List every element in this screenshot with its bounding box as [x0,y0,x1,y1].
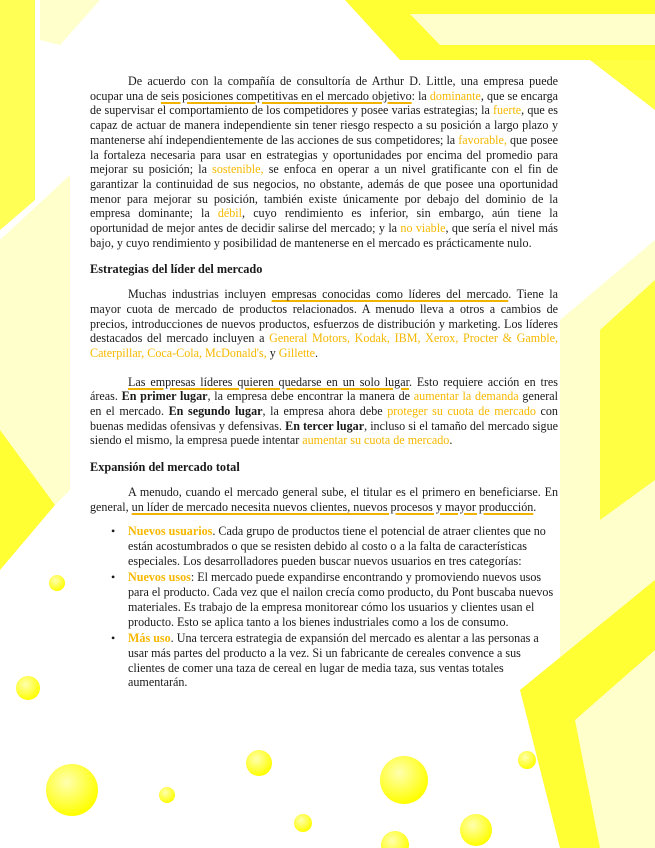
list-item-title: Nuevos usuarios [128,524,213,539]
deco-shape [40,0,100,45]
underlined-phrase: seis posiciones competitivas en el mercado objetivo [160,88,412,103]
leader-paragraph: Muchas industrias incluyen empresas conocidas como líderes del mercado. Tiene la mayor cuota de mercado de productos relacionados. A menudo lleva a otros a cambios de precios, introducciones de nuevos productos, esfuerzos de distribución y marketing. Los líderes destacados del mercado incluyen a General Motors, Kodak, IBM, Xerox, Procter & Gamble, Caterpillar, Coca-Cola, McDonald's, y Gillette. [90,287,559,360]
list-item [111,524,558,568]
bold-third: En tercer lugar [285,418,365,433]
deco-bubble [381,831,409,848]
deco-shape [590,60,655,110]
deco-bubble [294,814,312,832]
deco-bubble [46,764,98,816]
highlight-dominante: dominante [429,88,481,103]
deco-bubble [460,814,492,846]
expansion-list [90,524,558,690]
list-item-text: : El mercado puede expandirse encontrando y promoviendo nuevos usos para el producto. Cada vez que el nailon crecía como producto, du Pont buscaba nuevos materiales. Es trabajo de la empresa monitorear cómo los usuarios y clientes usan el producto. Esto se aplica tanto a los bienes industriales como a los de consumo. [128,570,554,629]
deco-bubble [16,676,40,700]
document-body [90,74,558,692]
highlight-increase-share: aumentar su cuota de mercado [302,433,450,448]
highlight-sostenible: sostenible, [212,162,264,177]
three-areas-paragraph: Las empresas líderes quieren quedarse en un solo lugar. Esto requiere acción en tres áreas. En primer lugar, la empresa debe encontrar la manera de aumentar la demanda general en el mercado. En segundo lugar, la empresa ahora debe proteger su cuota de mercado con buenas medidas ofensivas y defensivas. En tercer lugar, incluso si el tamaño del mercado sigue siendo el mismo, la empresa puede intentar aumentar su cuota de mercado. [90,374,559,448]
highlight-favorable: favorable, [458,132,507,147]
bullet-icon: • [111,570,116,585]
deco-bubble [518,751,536,769]
list-item-text: . Una tercera estrategia de expansión del mercado es alentar a las personas a usar más partes del producto a la vez. Si un fabricante de cereales convence a sus clientes de comer una taza de cereal en lugar de media taza, sus ventas totales aumentarán. [128,631,539,690]
deco-bubble [380,756,428,804]
underlined-phrase: un líder de mercado necesita nuevos clientes, nuevos procesos y mayor producción [131,499,534,514]
expansion-paragraph: A menudo, cuando el mercado general sube, el titular es el primero en beneficiarse. En general, un líder de mercado necesita nuevos clientes, nuevos procesos y mayor producción. [90,484,558,514]
section-heading-leader-strategies: Estrategias del líder del mercado [90,262,263,277]
highlight-companies: General Motors, Kodak, IBM, Xerox, Procter & Gamble, Caterpillar, Coca-Cola, McDonald's, [90,331,558,360]
bold-second: En segundo lugar [168,404,263,419]
highlight-protect-share: proteger su cuota de mercado [387,404,536,419]
deco-shape [410,14,655,45]
list-item-title: Nuevos usos [128,570,191,585]
deco-bubble [246,750,272,776]
deco-shape [0,0,35,230]
list-item-text: . Cada grupo de productos tiene el potencial de atraer clientes que no están acostumbrados o que se resisten debido al costo o a la falta de características especiales. Los desarrolladores pueden buscar nuevos usuarios en tres categorías: [128,524,546,568]
bullet-icon: • [111,524,116,539]
highlight-demand: aumentar la demanda [413,389,519,404]
underlined-phrase: empresas conocidas como líderes del mercado [271,287,509,302]
highlight-fuerte: fuerte [492,103,522,118]
intro-paragraph: De acuerdo con la compañía de consultoría de Arthur D. Little, una empresa puede ocupar una de seis posiciones competitivas en el mercado objetivo: la dominante, que se encarga de supervisar el comportamiento de los competidores y posee varias estrategias; la fuerte, que es capaz de actuar de manera independiente sin tener riesgo respecto a su posición a largo plazo y mantenerse ahí independientemente de las acciones de sus competidores; la favorable, que posee la fortaleza necesaria para usar en estrategias y oportunidades por encima del promedio para mejorar su posición; la sostenible, se enfoca en operar a un nivel gratificante con el fin de garantizar la continuidad de sus negocios, no obstante, además de que posee una oportunidad menor para mejorar su posición, también existe únicamente por debajo del dominio de la empresa dominante; la débil, cuyo rendimiento es inferior, sin embargo, aún tiene la oportunidad de mejor antes de decidir salirse del mercado; y la no viable, que sería el nivel más bajo, y cuyo rendimiento y posibilidad de mantenerse en el mercado es prácticamente nulo. [90,74,559,250]
list-item [111,631,558,690]
list-item-title: Más uso [128,631,171,646]
section-heading-market-expansion: Expansión del mercado total [90,460,240,475]
underlined-phrase: Las empresas líderes quieren quedarse en un solo lugar [128,374,409,389]
list-item [111,570,558,629]
bold-first: En primer lugar [121,389,208,404]
bullet-icon: • [111,631,116,646]
deco-bubble [49,575,65,591]
deco-bubble [159,787,175,803]
highlight-gillette: Gillette [278,345,316,360]
highlight-debil: débil [217,206,243,221]
highlight-no-viable: no viable [400,221,446,236]
